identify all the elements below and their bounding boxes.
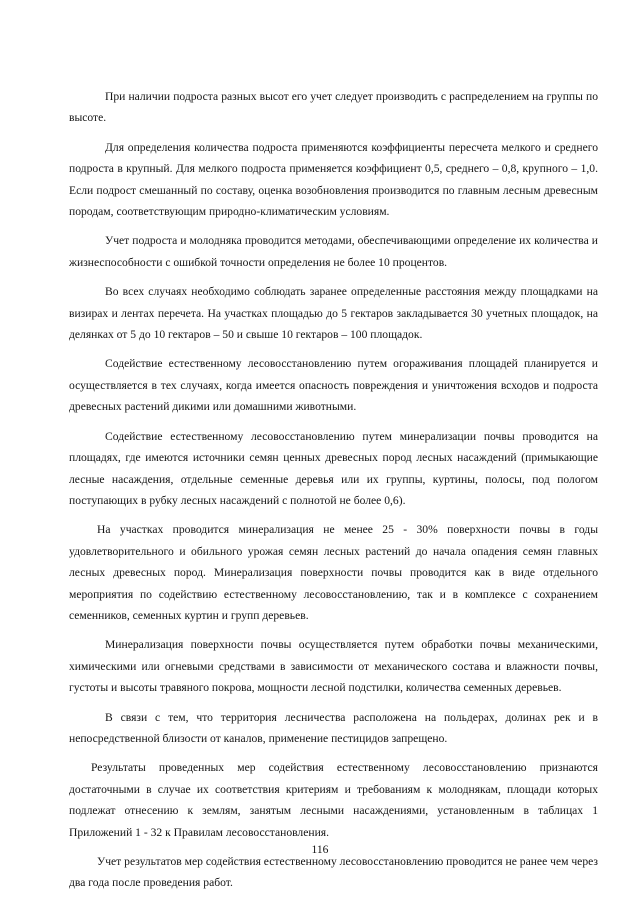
page-body: [69, 86, 598, 902]
paragraph-mineralization-percent: На участках проводится минерализация не менее 25 - 30% поверхности почвы в годы удовлетворительного и обильного урожая семян лесных растений до начала опадения семян главных лесных древесных пород. Минерализация поверхности почвы проводится как в виде отдельного мероприятия по содействию естественному лесовосстановлению, так и в комплексе с сохранением семенников, семенных куртин и групп деревьев.: [69, 523, 598, 622]
paragraph-sample-plots: Во всех случаях необходимо соблюдать заранее определенные расстояния между площадками на визирах и лентах перечета. На участках площадью до 5 гектаров закладывается 30 учетных площадок, на делянках от 5 до 10 гектаров – 50 и свыше 10 гектаров – 100 площадок.: [69, 285, 598, 342]
paragraph-accounting-methods: Учет подроста и молодняка проводится методами, обеспечивающими определение их количества и жизнеспособности с ошибкой точности определения не более 10 процентов.: [69, 234, 598, 269]
paragraph-mineralization-methods: Минерализация поверхности почвы осуществляется путем обработки почвы механическими, химическими или огневыми средствами в зависимости от механического состава и влажности почвы, густоты и высоты травяного покрова, мощности лесной подстилки, количества семенных деревьев.: [69, 638, 598, 695]
page-number: 116: [311, 843, 329, 856]
paragraph-conversion-coefficients: Для определения количества подроста применяются коэффициенты пересчета мелкого и среднего подроста в крупный. Для мелкого подроста применяется коэффициент 0,5, среднего – 0,8, крупного – 1,0. Если подрост смешанный по составу, оценка возобновления производится по главным лесным древесным породам, соответствующим природно-климатическим условиям.: [69, 140, 598, 219]
paragraph-pesticides: В связи с тем, что территория лесничества расположена на польдерах, долинах рек и в непосредственной близости от каналов, применение пестицидов запрещено.: [69, 710, 598, 745]
paragraph-mineralization-areas: Содействие естественному лесовосстановлению путем минерализации почвы проводится на площадях, где имеются источники семян ценных древесных пород лесных насаждений (примыкающие лесные насаждения, отдельные семенные деревья или их группы, куртины, полосы, под пологом поступающих в рубку лесных насаждений с полнотой не более 0,6).: [69, 429, 598, 507]
paragraph-results-criteria: Результаты проведенных мер содействия естественному лесовосстановлению признаются достаточными в случае их соответствия критериям и требованиям к молоднякам, площади которых подлежат отнесению к землям, занятым лесными насаждениями, установленным в таблицах 1 Приложений 1 - 32 к Правилам лесовосстановления.: [69, 761, 598, 839]
paragraph-undergrowth-heights: При наличии подроста разных высот его учет следует производить с распределением на группы по высоте.: [69, 90, 598, 125]
paragraph-fencing: Содействие естественному лесовосстановлению путем огораживания площадей планируется и осуществляется в тех случаях, когда имеется опасность повреждения и уничтожения всходов и подроста древесных растений дикими или домашними животными.: [69, 357, 598, 414]
paragraph-results-timing: Учет результатов мер содействия естественному лесовосстановлению проводится не ранее чем через два года после проведения работ.: [69, 855, 598, 890]
